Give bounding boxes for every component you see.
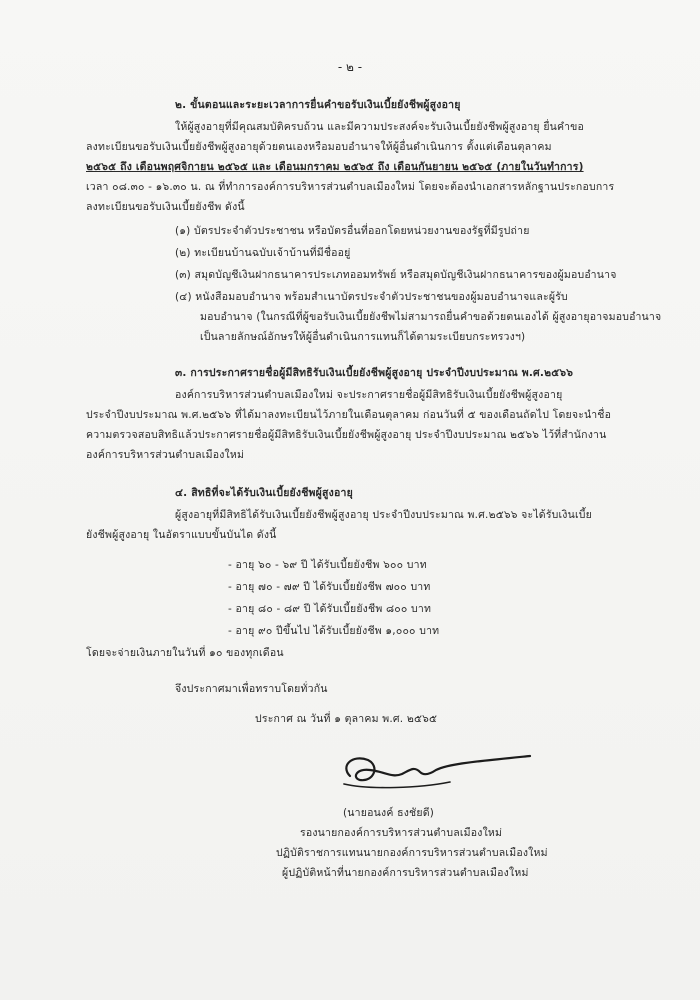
section2-line5: ลงทะเบียนขอรับเงินเบี้ยยังชีพ ดังนี้ <box>86 201 245 213</box>
section3-line4: องค์การบริหารส่วนตำบลเมืองใหม่ <box>86 449 245 461</box>
document-item-4-cont2: เป็นลายลักษณ์อักษรให้ผู้อื่นดำเนินการแทนก็ได้ตามระเบียบกระทรวงฯ) <box>200 331 526 343</box>
signatory-position-1: รองนายกองค์การบริหารส่วนตำบลเมืองใหม่ <box>300 827 503 839</box>
document-item-4-cont1: มอบอำนาจ (ในกรณีที่ผู้ขอรับเงินเบี้ยยังชีพไม่สามารถยื่นคำขอด้วยตนเองได้ ผู้สูงอายุอาจมอบอำนาจ <box>200 311 662 323</box>
signature-image <box>330 748 540 798</box>
section4-line1: ผู้สูงอายุที่มีสิทธิได้รับเงินเบี้ยยังชีพผู้สูงอายุ ประจำปีงบประมาณ พ.ศ.๒๕๖๖ จะได้รับเงินเบี้ย <box>175 509 593 521</box>
signatory-position-2: ปฏิบัติราชการแทนนายกองค์การบริหารส่วนตำบลเมืองใหม่ <box>276 847 548 859</box>
page-number: - ๒ - <box>337 60 363 74</box>
document-item-1: (๑) บัตรประจำตัวประชาชน หรือบัตรอื่นที่ออกโดยหน่วยงานของรัฐที่มีรูปถ่าย <box>175 225 530 237</box>
document-item-2: (๒) ทะเบียนบ้านฉบับเจ้าบ้านที่มีชื่ออยู่ <box>175 247 351 259</box>
signatory-position-3: ผู้ปฏิบัติหน้าที่นายกองค์การบริหารส่วนตำบลเมืองใหม่ <box>282 867 529 879</box>
section3-heading: ๓. การประกาศรายชื่อผู้มีสิทธิรับเงินเบี้ยยังชีพผู้สูงอายุ ประจำปีงบประมาณ พ.ศ.๒๕๖๖ <box>175 367 574 379</box>
document-item-4: (๔) หนังสือมอบอำนาจ พร้อมสำเนาบัตรประจำตัวประชาชนของผู้มอบอำนาจและผู้รับ <box>175 291 568 303</box>
rate-item-4: - อายุ ๙๐ ปีขึ้นไป ได้รับเบี้ยยังชีพ ๑,๐๐๐ บาท <box>228 625 440 637</box>
section2-line1: ให้ผู้สูงอายุที่มีคุณสมบัติครบถ้วน และมีความประสงค์จะรับเงินเบี้ยยังชีพผู้สูงอายุ ยื่นคำขอ <box>175 121 585 133</box>
section2-line4: เวลา ๐๘.๓๐ - ๑๖.๓๐ น. ณ ที่ทำการองค์การบริหารส่วนตำบลเมืองใหม่ โดยจะต้องนำเอกสารหลักฐานประกอบการ <box>86 181 615 193</box>
document-item-3: (๓) สมุดบัญชีเงินฝากธนาคารประเภทออมทรัพย์ หรือสมุดบัญชีเงินฝากธนาคารของผู้มอบอำนาจ <box>175 269 617 281</box>
section4-heading: ๔. สิทธิที่จะได้รับเงินเบี้ยยังชีพผู้สูงอายุ <box>175 487 353 499</box>
section3-line2: ประจำปีงบประมาณ พ.ศ.๒๕๖๖ ที่ได้มาลงทะเบียนไว้ภายในเดือนตุลาคม ก่อนวันที่ ๕ ของเดือนถัดไป โดยจะนำชื่อ <box>86 409 612 421</box>
section2-line2: ลงทะเบียนขอรับเงินเบี้ยยังชีพผู้สูงอายุด้วยตนเองหรือมอบอำนาจให้ผู้อื่นดำเนินการ ตั้งแต่เดือนตุลาคม <box>86 141 552 153</box>
rate-item-1: - อายุ ๖๐ - ๖๙ ปี ได้รับเบี้ยยังชีพ ๖๐๐ บาท <box>228 559 427 571</box>
payment-note: โดยจะจ่ายเงินภายในวันที่ ๑๐ ของทุกเดือน <box>86 647 284 659</box>
rate-item-3: - อายุ ๘๐ - ๘๙ ปี ได้รับเบี้ยยังชีพ ๘๐๐ บาท <box>228 603 432 615</box>
section2-line3: ๒๕๖๕ ถึง เดือนพฤศจิกายน ๒๕๖๕ และ เดือนมกราคม ๒๕๖๕ ถึง เดือนกันยายน ๒๕๖๕ (ภายในวันทำการ) <box>86 161 584 173</box>
rate-item-2: - อายุ ๗๐ - ๗๙ ปี ได้รับเบี้ยยังชีพ ๗๐๐ บาท <box>228 581 431 593</box>
section3-line3: ความตรวจสอบสิทธิแล้วประกาศรายชื่อผู้มีสิทธิรับเงินเบี้ยยังชีพผู้สูงอายุ ประจำปีงบประมาณ ๒๕๖๖ ไว้ที่สำนักงาน <box>86 429 607 441</box>
section2-heading: ๒. ขั้นตอนและระยะเวลาการยื่นคำขอรับเงินเบี้ยยังชีพผู้สูงอายุ <box>175 99 461 111</box>
section4-line2: ยังชีพผู้สูงอายุ ในอัตราแบบขั้นบันได ดังนี้ <box>86 529 277 541</box>
closing-text: จึงประกาศมาเพื่อทราบโดยทั่วกัน <box>175 683 328 695</box>
section3-line1: องค์การบริหารส่วนตำบลเมืองใหม่ จะประกาศรายชื่อผู้มีสิทธิรับเงินเบี้ยยังชีพผู้สูงอายุ <box>175 389 563 401</box>
signatory-name: (นายอนงค์ ธงชัยดี) <box>343 807 435 819</box>
announcement-date: ประกาศ ณ วันที่ ๑ ตุลาคม พ.ศ. ๒๕๖๕ <box>255 713 438 725</box>
